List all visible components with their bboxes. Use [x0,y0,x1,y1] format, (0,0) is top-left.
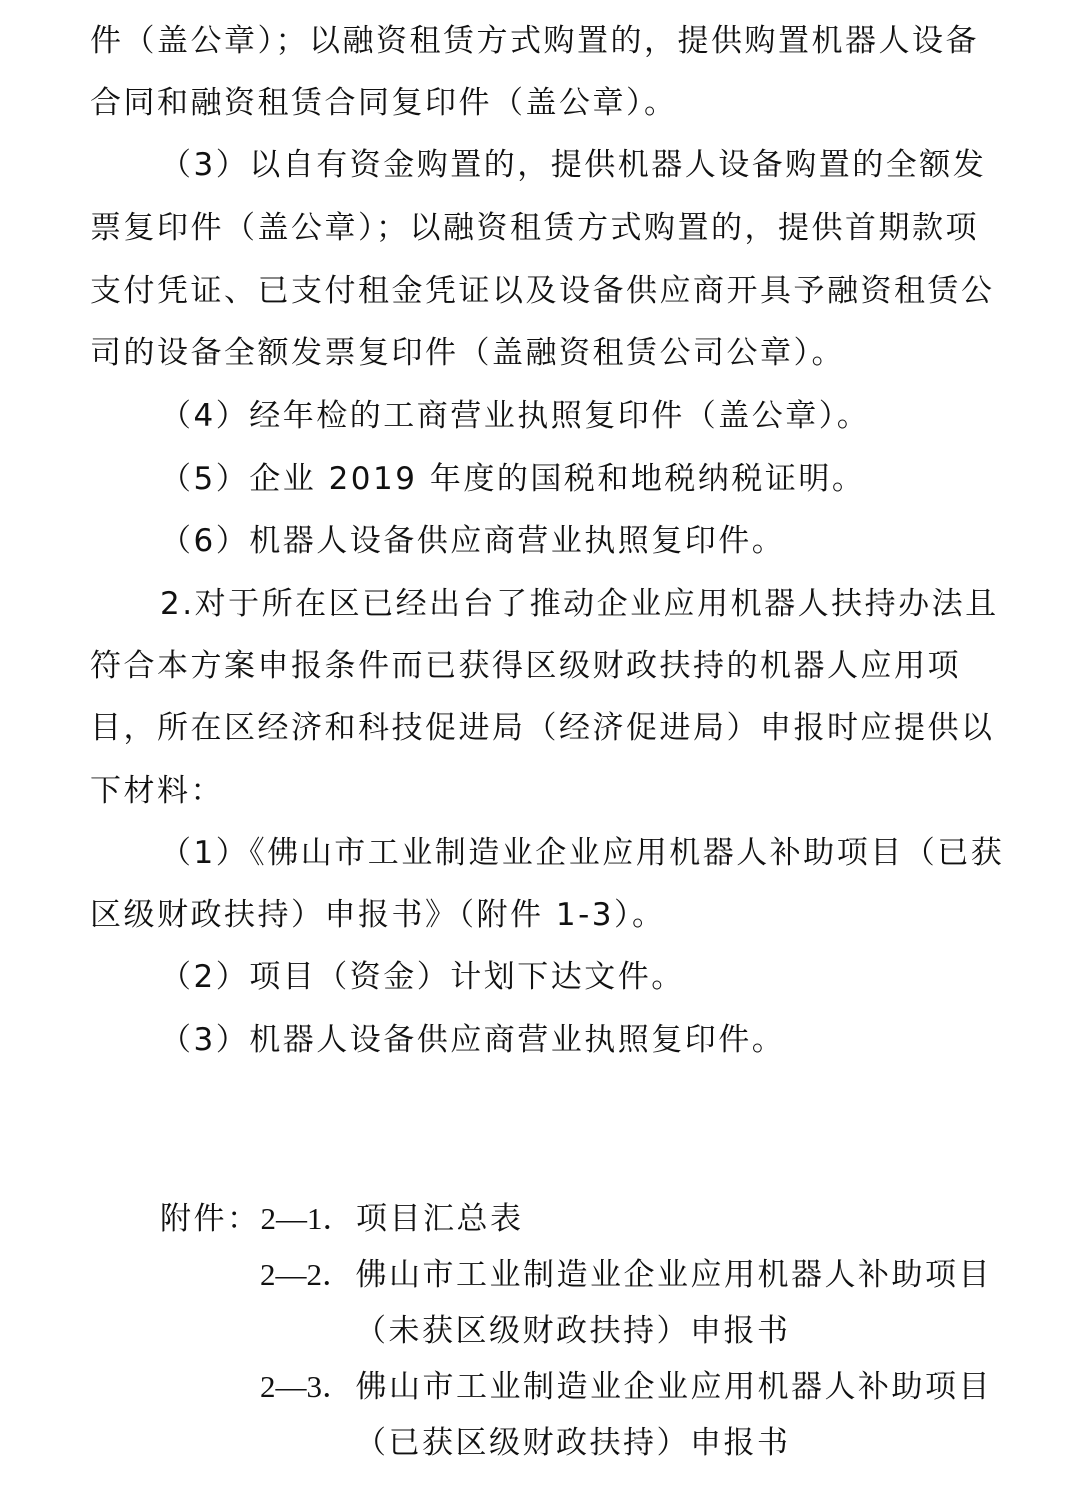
attachment-item-1 [160,1188,1027,1250]
text-line-11: 符合本方案申报条件而已获得区级财政扶持的机器人应用项 [90,648,961,684]
attachment-item-2 [260,1244,1027,1306]
attachment-num-3: 2—3 [260,1369,322,1404]
attachment-label: 附件： [160,1201,261,1237]
text-line-13: 下材料： [90,773,224,809]
text-line-5: 支付凭证、已支付租金凭证以及设备供应商开具予融资租赁公 [90,273,995,309]
attachment-num-1: 2—1 [260,1201,323,1236]
attachment-num-2: 2—2 [260,1257,322,1292]
text-line-14: （1）《佛山市工业制造业企业应用机器人补助项目（已获 [160,835,1005,871]
text-line-1: 件（盖公章）；以融资租赁方式购置的，提供购置机器人设备 [90,23,979,59]
attachment-item-2-cont: （未获区级财政扶持）申报书 [355,1313,791,1349]
text-line-12: 目，所在区经济和科技促进局（经济促进局）申报时应提供以 [90,710,995,746]
text-line-10: 2.对于所在区已经出台了推动企业应用机器人扶持办法且 [160,586,999,622]
text-line-3: （3）以自有资金购置的，提供机器人设备购置的全额发 [160,147,987,183]
text-line-8: （5）企业 2019 年度的国税和地税纳税证明。 [160,461,866,497]
attachment-text-2: ．佛山市工业制造业企业应用机器人补助项目 [322,1257,992,1293]
text-line-16: （2）项目（资金）计划下达文件。 [160,959,685,995]
text-line-15: 区级财政扶持）申报书》（附件 1-3）。 [90,897,666,933]
attachment-item-3-cont: （已获区级财政扶持）申报书 [355,1425,791,1461]
text-line-7: （4）经年检的工商营业执照复印件（盖公章）。 [160,398,871,434]
text-line-4: 票复印件（盖公章）；以融资租赁方式购置的，提供首期款项 [90,210,979,246]
text-line-6: 司的设备全额发票复印件（盖融资租赁公司公章）。 [90,335,845,371]
text-line-2: 合同和融资租赁合同复印件（盖公章）。 [90,85,678,121]
attachment-text-3: ．佛山市工业制造业企业应用机器人补助项目 [322,1369,992,1405]
attachment-item-3 [260,1356,1027,1418]
attachment-text-1: ．项目汇总表 [322,1201,524,1237]
text-line-9: （6）机器人设备供应商营业执照复印件。 [160,523,786,559]
text-line-17: （3）机器人设备供应商营业执照复印件。 [160,1022,786,1058]
